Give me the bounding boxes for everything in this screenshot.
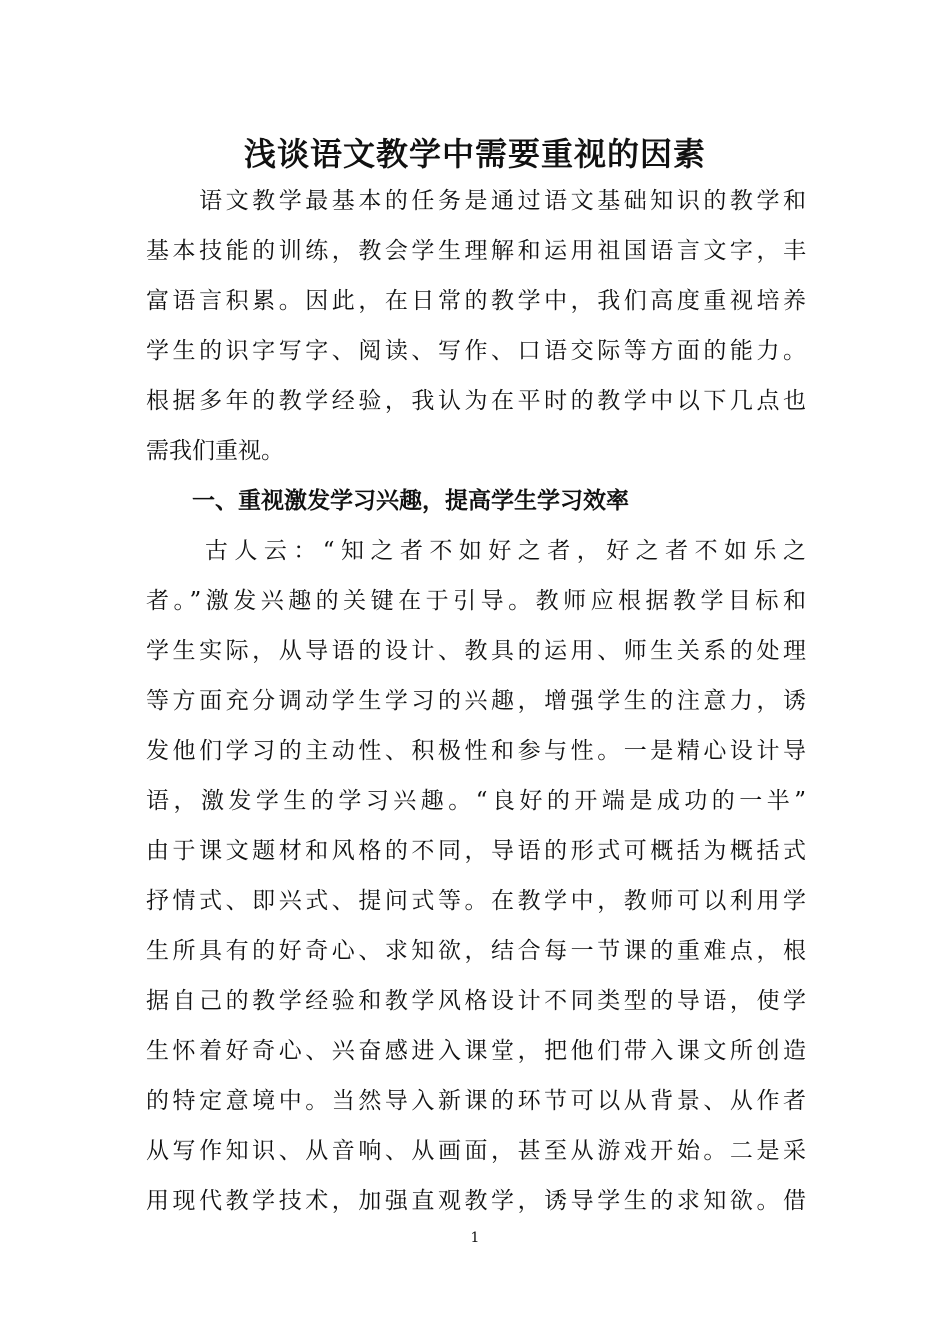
paragraph-line: 生怀着好奇心、兴奋感进入课堂，把他们带入课文所创造 bbox=[146, 1038, 806, 1064]
paragraph-line: 由于课文题材和风格的不同，导语的形式可概括为概括式 bbox=[146, 838, 806, 864]
paragraph-line: 用现代教学技术，加强直观教学，诱导学生的求知欲。借 bbox=[146, 1188, 806, 1214]
page-number: 1 bbox=[470, 1230, 480, 1246]
paragraph-line: 需我们重视。 bbox=[146, 438, 284, 464]
paragraph-line: 语文教学最基本的任务是通过语文基础知识的教学和 bbox=[146, 188, 806, 214]
paragraph-line: 生所具有的好奇心、求知欲，结合每一节课的重难点，根 bbox=[146, 938, 806, 964]
paragraph-line: 学生的识字写字、阅读、写作、口语交际等方面的能力。 bbox=[146, 338, 806, 364]
section-heading: 一、重视激发学习兴趣，提高学生学习效率 bbox=[146, 488, 629, 514]
paragraph-line: 古人云：“知之者不如好之者，好之者不如乐之 bbox=[146, 538, 806, 564]
paragraph-line: 据自己的教学经验和教学风格设计不同类型的导语，使学 bbox=[146, 988, 806, 1014]
paragraph-line: 学生实际，从导语的设计、教具的运用、师生关系的处理 bbox=[146, 638, 806, 664]
paragraph-line: 的特定意境中。当然导入新课的环节可以从背景、从作者 bbox=[146, 1088, 806, 1114]
paragraph-line: 抒情式、即兴式、提问式等。在教学中，教师可以利用学 bbox=[146, 888, 806, 914]
document-title: 浅谈语文教学中需要重视的因素 bbox=[243, 135, 706, 173]
paragraph-line: 者。”激发兴趣的关键在于引导。教师应根据教学目标和 bbox=[146, 588, 806, 614]
paragraph-line: 语，激发学生的学习兴趣。“良好的开端是成功的一半” bbox=[146, 788, 806, 814]
paragraph-line: 等方面充分调动学生学习的兴趣，增强学生的注意力，诱 bbox=[146, 688, 806, 714]
paragraph-line: 富语言积累。因此，在日常的教学中，我们高度重视培养 bbox=[146, 288, 806, 314]
paragraph-line: 根据多年的教学经验，我认为在平时的教学中以下几点也 bbox=[146, 388, 806, 414]
paragraph-line: 从写作知识、从音响、从画面，甚至从游戏开始。二是采 bbox=[146, 1138, 806, 1164]
paragraph-line: 发他们学习的主动性、积极性和参与性。一是精心设计导 bbox=[146, 738, 806, 764]
paragraph-line: 基本技能的训练，教会学生理解和运用祖国语言文字，丰 bbox=[146, 238, 806, 264]
